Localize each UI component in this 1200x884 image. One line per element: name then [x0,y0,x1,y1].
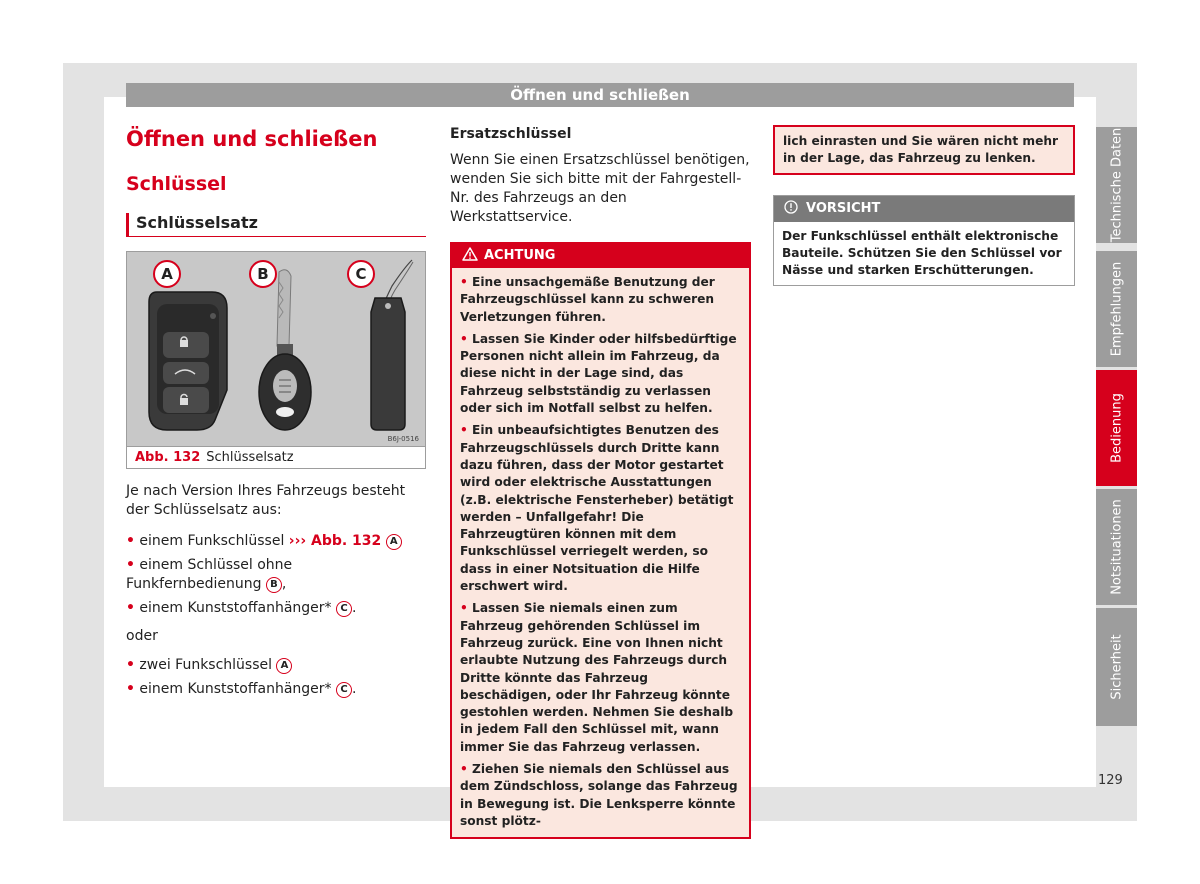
figure-label-a: A [153,260,181,288]
list-item: • einem Kunststoffanhänger* C . [126,600,357,616]
figure-caption-text: Schlüsselsatz [206,450,294,465]
intro-paragraph: Je nach Version Ihres Fahrzeugs besteht der Schlüsselsatz aus: [126,483,406,518]
tab-sicherheit[interactable]: Sicherheit [1096,608,1137,726]
bullet-icon: • [460,331,468,346]
list-item: • einem Kunststoffanhänger* C . [126,681,357,697]
label-circle-a: A [276,658,292,674]
bullet-icon: • [126,657,135,673]
caution-circle-icon [784,200,798,214]
bullet-icon: • [126,600,135,616]
list-item: • einem Funkschlüssel ››› Abb. 132 A [126,532,426,551]
list-item: • einem Schlüssel ohne Funkfernbedienung B , [126,557,293,592]
figure-number: Abb. 132 [135,450,201,465]
tab-technische-daten[interactable]: Technische Daten [1096,127,1137,243]
chapter-title: Öffnen und schließen [126,127,378,151]
remote-key-icon [149,292,227,430]
warning-item: • Lassen Sie Kinder oder hilfsbedürftige Personen nicht allein im Fahrzeug, da diese nicht in der Lage sind, das Fahrzeug selbstständig zu verlassen oder sich im Notfall selbst zu helfen. [460,331,737,416]
ersatzschluessel-heading: Ersatzschlüssel [450,126,572,142]
subsection-title: Schlüsselsatz [136,213,258,232]
caution-header [774,196,1074,222]
bullet-icon: • [460,275,468,289]
subsection-heading [126,213,426,237]
key-tag-icon [371,260,413,430]
figure-image [127,252,425,446]
warning-triangle-icon [462,247,478,261]
oder-text: oder [126,628,158,644]
bullet-icon: • [126,533,135,549]
column-1 [126,125,426,704]
tab-bedienung[interactable]: Bedienung [1096,370,1137,486]
figure-reference-link[interactable]: ››› Abb. 132 [288,533,382,549]
warning-item: • Ziehen Sie niemals den Schlüssel aus dem Zündschloss, solange das Fahrzeug in Bewegung ist. Die Lenksperre könnte sonst plötz- [460,762,738,828]
figure-label-c: C [347,260,375,288]
warning-body [452,268,749,837]
warning-item: • Lassen Sie niemals einen zum Fahrzeug gehörenden Schlüssel im Fahrzeug zurück. Eine von Ihnen nicht erlaubte Nutzung des Fahrzeugs durch Dritte könnte das Fahrzeug beschädigen, oder Ihr Fahrzeug könnte gestohlen werden. Nehmen Sie deshalb in jedem Fall den Schlüssel mit, wann immer Sie das Fahrzeug verlassen. [460,601,734,754]
column-3 [773,125,1075,286]
caution-box [773,195,1075,286]
warning-item: • Ein unbeaufsichtigtes Benutzen des Fahrzeugschlüssels durch Dritte kann dazu führen, dass der Motor gestartet wird oder elektrische Ausstattungen (z.B. elektrische Fensterheber) betätigt werden – Unfallgefahr! Die Fahrzeugtüren können mit dem Funkschlüssel verriegelt werden, so dass in einer Notsituation die Hilfe erschwert wird. [460,423,734,594]
warning-header [452,244,749,268]
bullet-icon: • [460,601,468,616]
caution-text: Der Funkschlüssel enthält elektronische Bauteile. Schützen Sie den Schlüssel vor Nässe und starken Erschütterungen. [782,229,1062,277]
running-header: Öffnen und schließen [126,83,1074,107]
tab-notsituationen[interactable]: Notsituationen [1096,489,1137,605]
bullet-icon: • [460,423,468,438]
list-item: • zwei Funkschlüssel A [126,656,426,675]
bullet-icon: • [126,557,135,573]
warning-item: • Eine unsachgemäße Benutzung der Fahrzeugschlüssel kann zu schweren Verletzungen führen. [460,275,715,324]
section-title: Schlüssel [126,173,227,195]
bullet-icon: • [126,681,135,697]
key-set-list-2 [126,656,426,699]
figure-key-set [126,251,426,469]
figure-caption [127,446,425,468]
label-circle-a: A [386,534,402,550]
warning-box [450,242,751,839]
caution-title: VORSICHT [806,201,881,216]
warning-title: ACHTUNG [484,248,556,263]
page-number: 129 [1098,773,1123,788]
warning-continuation: lich einrasten und Sie wären nicht mehr in der Lage, das Fahrzeug zu lenken. [773,125,1075,175]
figure-code: B6J-0516 [387,435,419,443]
figure-label-b: B [249,260,277,288]
column-2 [450,125,751,839]
bullet-icon: • [460,762,468,777]
label-circle-c: C [336,601,352,617]
key-icon [259,270,311,430]
key-set-list-1 [126,532,426,618]
tab-empfehlungen[interactable]: Empfehlungen [1096,251,1137,367]
label-circle-b: B [266,577,282,593]
ersatzschluessel-paragraph: Wenn Sie einen Ersatzschlüssel benötigen, wenden Sie sich bitte mit der Fahrgestell-Nr. des Fahrzeugs an den Werkstattservice. [450,152,750,225]
label-circle-c: C [336,682,352,698]
